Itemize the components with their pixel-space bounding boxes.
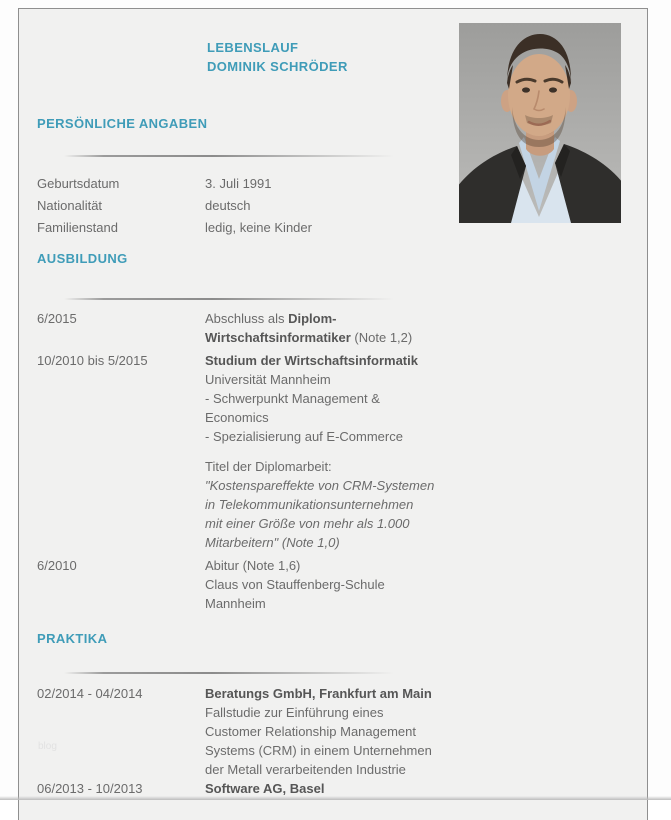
section-heading-internships: PRAKTIKA bbox=[37, 631, 108, 646]
field-label: Geburtsdatum bbox=[37, 176, 120, 191]
entry-line: Titel der Diplomarbeit: bbox=[205, 459, 332, 474]
watermark-text: blog bbox=[38, 741, 57, 752]
personal-row bbox=[37, 173, 623, 195]
field-value: 3. Juli 1991 bbox=[205, 176, 272, 191]
entry-line: Systems (CRM) in einem Unternehmen bbox=[205, 743, 432, 758]
entry-line: Mannheim bbox=[205, 596, 266, 611]
field-value: deutsch bbox=[205, 198, 251, 213]
page-bottom-edge bbox=[0, 796, 671, 800]
thesis-title-line: in Telekommunikationsunternehmen bbox=[205, 497, 414, 512]
personal-row bbox=[37, 217, 623, 239]
personal-row bbox=[37, 195, 623, 217]
section-divider bbox=[64, 672, 394, 674]
entry-line: Customer Relationship Management bbox=[205, 724, 416, 739]
section-divider bbox=[64, 298, 394, 300]
field-label: Familienstand bbox=[37, 220, 118, 235]
entry-details bbox=[205, 351, 623, 552]
text-segment: Wirtschaftsinformatiker bbox=[205, 330, 351, 345]
thesis-title-line: Mitarbeitern" (Note 1,0) bbox=[205, 535, 340, 550]
document-frame bbox=[18, 8, 648, 820]
entry-details bbox=[205, 556, 623, 613]
period: 6/2010 bbox=[37, 558, 77, 573]
text-segment: Diplom- bbox=[288, 311, 337, 326]
employer-line: Beratungs GmbH, Frankfurt am Main bbox=[205, 686, 432, 701]
entry-line: Fallstudie zur Einführung eines bbox=[205, 705, 384, 720]
entry-line: Studium der Wirtschaftsinformatik bbox=[205, 353, 418, 368]
section-divider bbox=[64, 155, 394, 157]
internship-entries bbox=[37, 684, 623, 798]
entry-line: - Spezialisierung auf E-Commerce bbox=[205, 429, 403, 444]
education-entries bbox=[37, 309, 623, 613]
document-content bbox=[19, 38, 647, 798]
timeline-row bbox=[37, 684, 623, 779]
person-name: DOMINIK SCHRÖDER bbox=[207, 59, 348, 74]
entry-details bbox=[205, 684, 623, 779]
employer-line: Software AG, Basel bbox=[205, 781, 325, 796]
thesis-title-line: mit einer Größe von mehr als 1.000 bbox=[205, 516, 410, 531]
entry-line bbox=[205, 328, 623, 347]
period: 6/2015 bbox=[37, 311, 77, 326]
field-label: Nationalität bbox=[37, 198, 103, 213]
personal-details bbox=[37, 173, 623, 239]
section-heading-personal: PERSÖNLICHE ANGABEN bbox=[37, 116, 208, 131]
text-segment: Abschluss als bbox=[205, 311, 289, 326]
document-title-line1: LEBENSLAUF bbox=[207, 40, 299, 55]
timeline-row bbox=[37, 309, 623, 347]
entry-line: Abitur (Note 1,6) bbox=[205, 558, 301, 573]
entry-line: Economics bbox=[205, 410, 269, 425]
field-value: ledig, keine Kinder bbox=[205, 220, 312, 235]
entry-line bbox=[205, 309, 623, 328]
entry-line: Claus von Stauffenberg-Schule bbox=[205, 577, 385, 592]
document-title bbox=[207, 38, 623, 76]
timeline-row bbox=[37, 556, 623, 613]
entry-line: - Schwerpunkt Management & bbox=[205, 391, 380, 406]
period: 10/2010 bis 5/2015 bbox=[37, 353, 148, 368]
thesis-title-line: "Kostenspareffekte von CRM-Systemen bbox=[205, 478, 435, 493]
timeline-row bbox=[37, 351, 623, 552]
period: 06/2013 - 10/2013 bbox=[37, 781, 143, 796]
period: 02/2014 - 04/2014 bbox=[37, 686, 143, 701]
entry-line: Universität Mannheim bbox=[205, 372, 331, 387]
entry-details bbox=[205, 309, 623, 347]
text-segment: (Note 1,2) bbox=[350, 330, 413, 345]
entry-line: der Metall verarbeitenden Industrie bbox=[205, 762, 406, 777]
section-heading-education: AUSBILDUNG bbox=[37, 251, 128, 266]
